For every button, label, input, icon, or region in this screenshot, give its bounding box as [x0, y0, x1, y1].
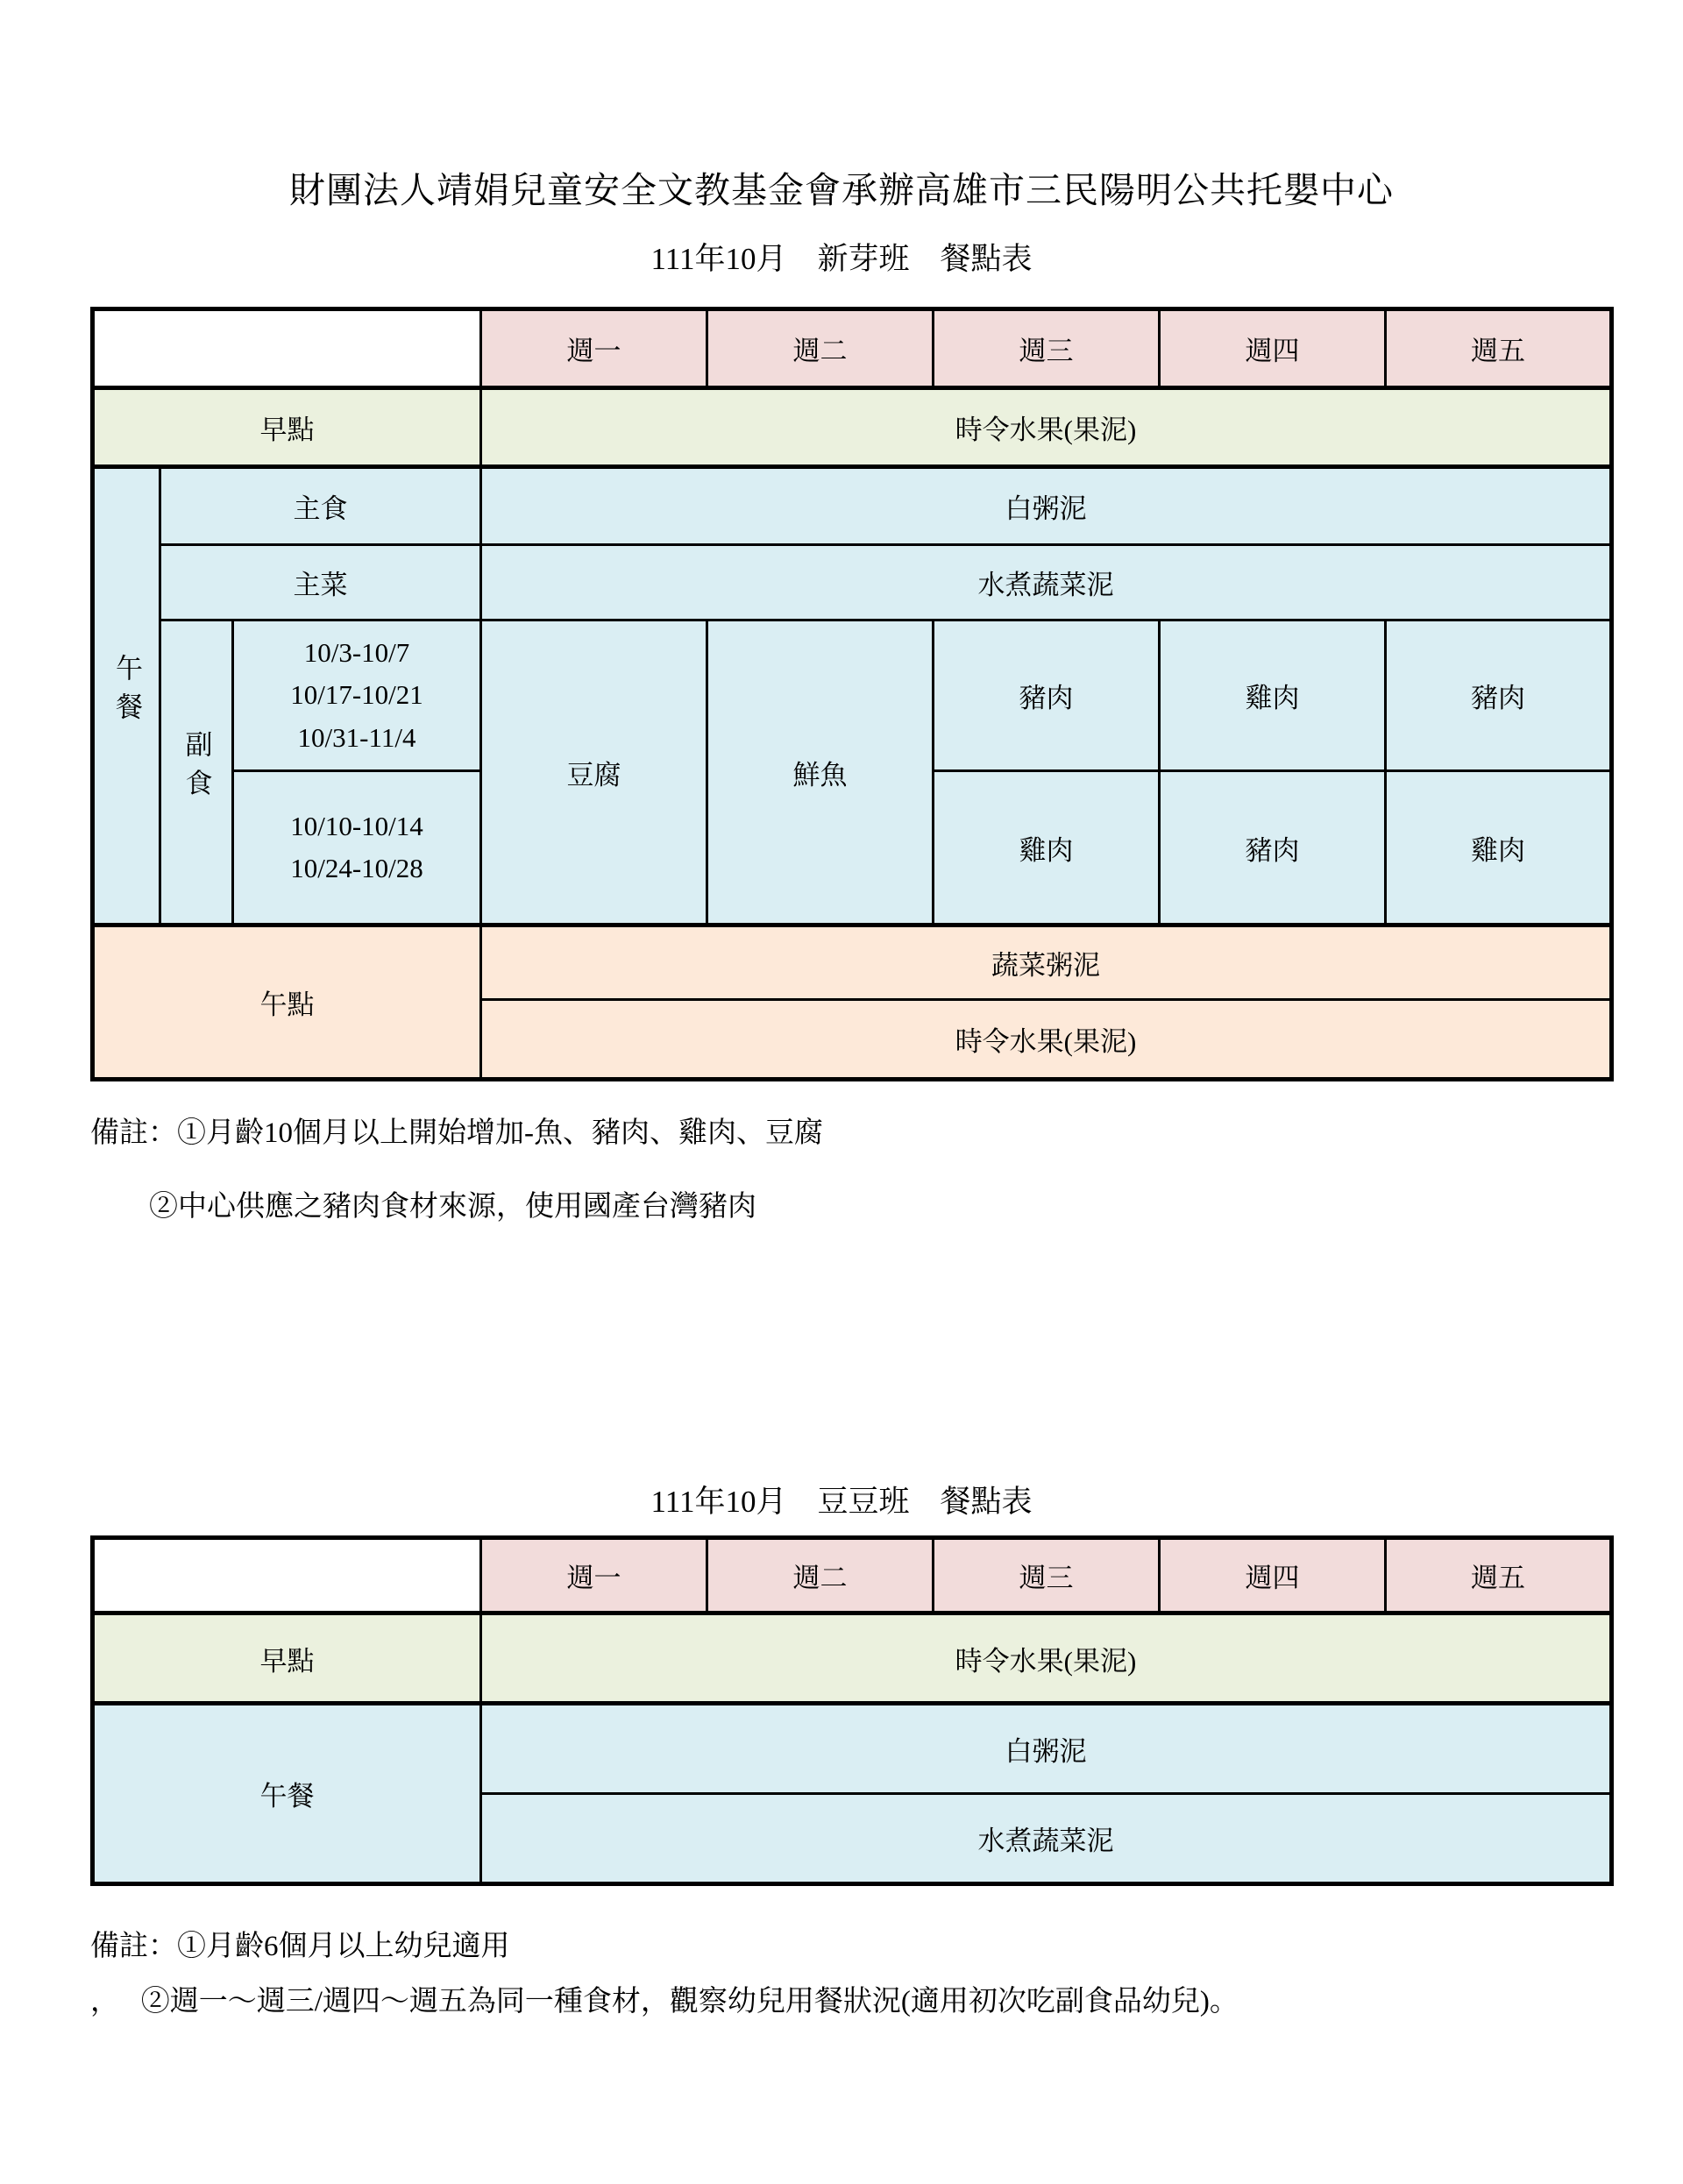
t1-snack-value-2: 時令水果(果泥) — [481, 1000, 1612, 1080]
t1-date-range: 10/31-11/4 — [297, 721, 416, 753]
t1-lunch-label-cell — [93, 467, 160, 925]
t1-date-range: 10/10-10/14 — [290, 810, 423, 841]
t1-day-header-fri: 週五 — [1386, 309, 1612, 388]
table1-subtitle: 111年10月 新芽班 餐點表 — [650, 242, 1033, 276]
t1-staple-value: 白粥泥 — [481, 467, 1612, 545]
t1-day-header-tue: 週二 — [707, 309, 934, 388]
t1-side-fri-group2: 雞肉 — [1386, 771, 1612, 925]
t1-side-mon: 豆腐 — [481, 620, 707, 925]
t1-side-wed-group2: 雞肉 — [934, 771, 1160, 925]
t1-day-header-row — [93, 309, 1612, 388]
t1-side-group1-row — [93, 620, 1612, 771]
t2-day-header-tue: 週二 — [707, 1538, 934, 1613]
document-title: 財團法人靖娟兒童安全文教基金會承辦高雄市三民陽明公共托嬰中心 — [289, 170, 1394, 210]
t1-snack-row1 — [93, 925, 1612, 1000]
t1-side-fri-group1: 豬肉 — [1386, 620, 1612, 771]
t1-side-tue: 鮮魚 — [707, 620, 934, 925]
t2-day-header-thu: 週四 — [1160, 1538, 1386, 1613]
t2-day-header-fri: 週五 — [1386, 1538, 1612, 1613]
t2-lunch-row1 — [93, 1704, 1612, 1794]
t1-breakfast-label: 早點 — [93, 388, 481, 467]
t1-side-wed-group1: 豬肉 — [934, 620, 1160, 771]
t2-lunch-label: 午餐 — [93, 1704, 481, 1884]
t1-lunch-vertical-label: 午餐 — [111, 654, 142, 731]
t1-side-thu-group2: 豬肉 — [1160, 771, 1386, 925]
t1-main-dish-label: 主菜 — [160, 545, 481, 620]
t2-day-header-row — [93, 1538, 1612, 1613]
t1-breakfast-value: 時令水果(果泥) — [481, 388, 1612, 467]
t2-breakfast-value: 時令水果(果泥) — [481, 1613, 1612, 1704]
table1-note-2: ②中心供應之豬肉食材來源，使用國產台灣豬肉 — [149, 1191, 756, 1223]
meal-table-xinya-class — [90, 307, 1614, 1081]
t2-lunch-value-2: 水煮蔬菜泥 — [481, 1794, 1612, 1884]
t1-breakfast-row — [93, 388, 1612, 467]
t2-breakfast-row — [93, 1613, 1612, 1704]
t1-side-thu-group1: 雞肉 — [1160, 620, 1386, 771]
t1-main-dish-row — [93, 545, 1612, 620]
t2-lunch-value-1: 白粥泥 — [481, 1704, 1612, 1794]
t1-corner-cell — [93, 309, 481, 388]
t1-snack-label: 午點 — [93, 925, 481, 1080]
t1-date-range: 10/17-10/21 — [290, 679, 423, 711]
t2-day-header-wed: 週三 — [934, 1538, 1160, 1613]
t1-date-range: 10/3-10/7 — [303, 637, 410, 669]
t2-breakfast-label: 早點 — [93, 1613, 481, 1704]
t1-date-range: 10/24-10/28 — [290, 853, 423, 883]
t2-corner-cell — [93, 1538, 481, 1613]
t1-snack-value-1: 蔬菜粥泥 — [481, 925, 1612, 1000]
t2-day-header-mon: 週一 — [481, 1538, 707, 1613]
t1-main-dish-value: 水煮蔬菜泥 — [481, 545, 1612, 620]
table2-subtitle: 111年10月 豆豆班 餐點表 — [650, 1485, 1033, 1519]
table2-note-2: ， ②週一～週三/週四～週五為同一種食材，觀察幼兒用餐狀況(適用初次吃副食品幼兒)。 — [90, 1986, 1239, 2017]
t1-day-header-mon: 週一 — [481, 309, 707, 388]
t1-date-group-1 — [233, 620, 481, 771]
t1-side-vertical-label: 副食 — [181, 730, 212, 807]
t1-staple-row — [93, 467, 1612, 545]
t1-day-header-thu: 週四 — [1160, 309, 1386, 388]
meal-table-doudou-class — [90, 1535, 1614, 1886]
t1-staple-label: 主食 — [160, 467, 481, 545]
t1-side-label-cell — [160, 620, 233, 925]
table2-note-1: 備註：①月齡6個月以上幼兒適用 — [90, 1931, 510, 1962]
table1-note-1: 備註：①月齡10個月以上開始增加-魚、豬肉、雞肉、豆腐 — [90, 1117, 823, 1149]
t1-date-group-2 — [233, 771, 481, 925]
t1-day-header-wed: 週三 — [934, 309, 1160, 388]
